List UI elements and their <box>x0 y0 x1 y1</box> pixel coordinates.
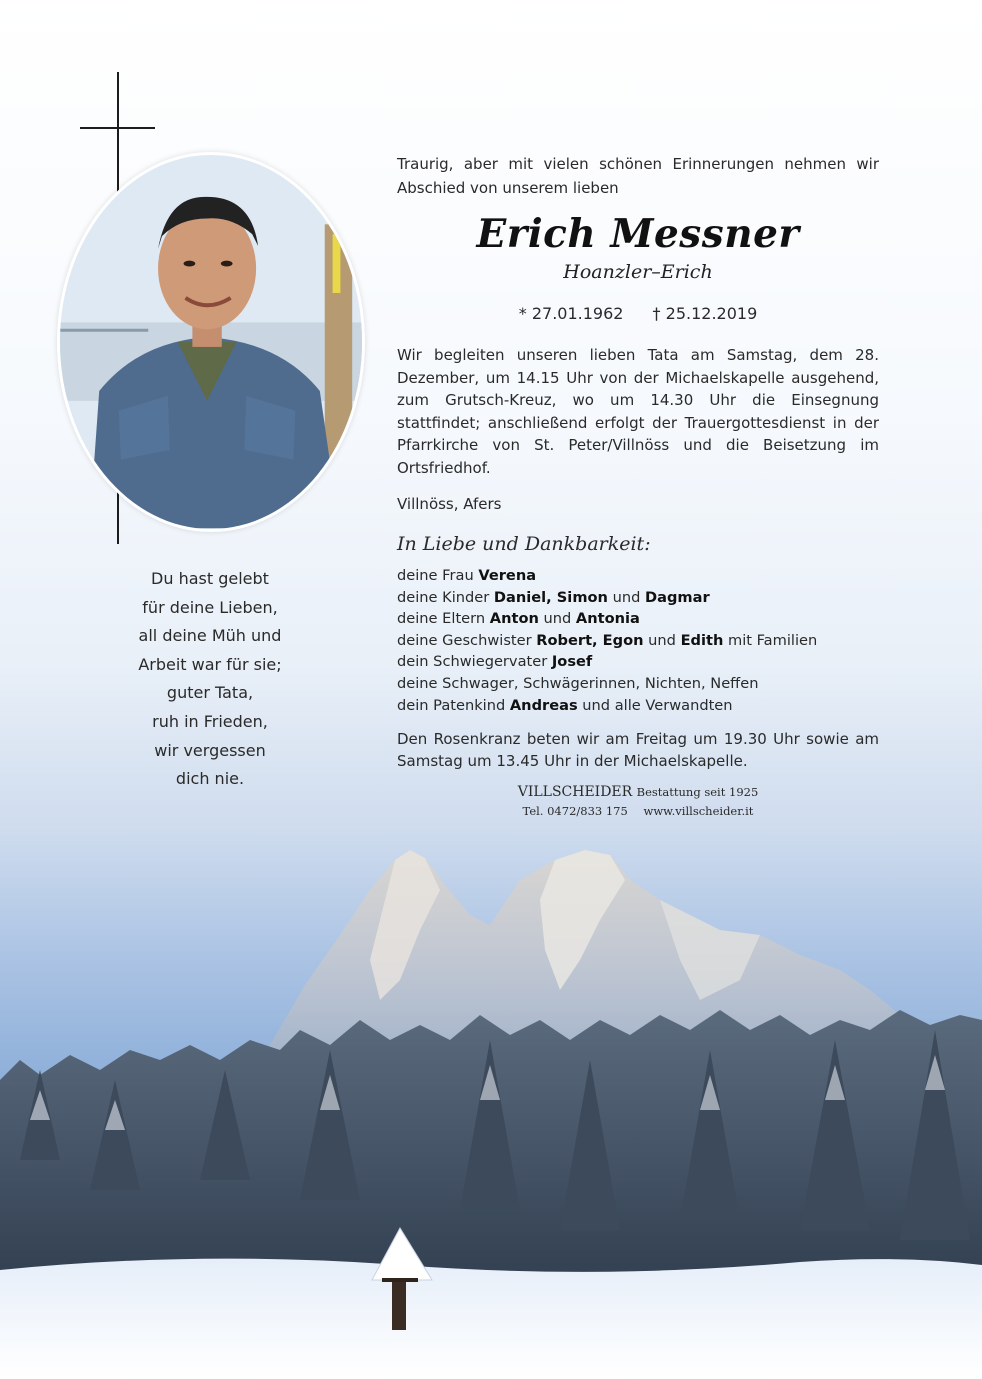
portrait-illustration <box>60 155 362 529</box>
poem-line: Du hast gelebt <box>151 569 269 588</box>
poem-line: dich nie. <box>175 769 245 789</box>
funeral-details: Wir begleiten unseren lieben Tata am Samstag, dem 28. Dezember, um 14.15 Uhr von der Michaelskapelle ausgehend, zum Grutsch-Kreuz, wo um 14.30 Uhr die Einsegnung stattfindet; anschließend erfolgt der Trauergottesdienst in der Pfarrkirche von St. Peter/Villnöss und die Beisetzung im Ortsfriedhof. <box>397 346 879 477</box>
place-names: Villnöss, Afers <box>397 495 502 513</box>
poem-line: all deine Müh und <box>138 626 282 646</box>
deceased-portrait-photo <box>57 152 365 532</box>
undertaker-tagline: Bestattung seit 1925 <box>636 785 759 800</box>
mourner-line: deine Schwager, Schwägerinnen, Nichten, Neffen <box>397 674 759 692</box>
obituary-text-column <box>397 152 879 820</box>
mourner-line: deine Geschwister Robert, Egon und Edith mit Familien <box>397 631 818 649</box>
poem-line: guter Tata, <box>166 683 254 703</box>
death-date: † 25.12.2019 <box>652 304 758 323</box>
deceased-name: Erich Messner <box>476 211 800 257</box>
mourner-line: deine Kinder Daniel, Simon und Dagmar <box>397 588 710 606</box>
undertaker-company: VILLSCHEIDER <box>517 784 633 801</box>
mourners-list <box>397 565 879 716</box>
life-dates <box>397 302 879 326</box>
poem-line: für deine Lieben, <box>142 597 278 617</box>
birth-date: * 27.01.1962 <box>518 304 624 323</box>
cross-horizontal-line <box>80 127 155 129</box>
poem-line: ruh in Frieden, <box>152 711 268 731</box>
deceased-nickname: Hoanzler–Erich <box>563 261 713 283</box>
undertaker-contact <box>397 802 879 820</box>
intro-text: Traurig, aber mit vielen schönen Erinnerungen nehmen wir Abschied von unserem lieben <box>397 155 879 197</box>
mourner-line: dein Schwiegervater Josef <box>397 653 593 671</box>
undertaker-website[interactable]: www.villscheider.it <box>643 804 754 819</box>
mourner-line: dein Patenkind Andreas und alle Verwandten <box>397 696 733 714</box>
undertaker-phone: Tel. 0472/833 175 <box>522 804 628 819</box>
thanks-heading: In Liebe und Dankbarkeit: <box>397 533 651 555</box>
memorial-poem <box>100 565 320 794</box>
mourner-line: deine Eltern Anton und Antonia <box>397 610 640 628</box>
undertaker-name <box>397 782 879 802</box>
poem-line: wir vergessen <box>154 740 266 760</box>
poem-line: Arbeit war für sie; <box>138 654 282 674</box>
rosary-notice: Den Rosenkranz beten wir am Freitag um 19.30 Uhr sowie am Samstag um 13.45 Uhr in der Michaelskapelle. <box>397 730 879 771</box>
mourner-line: deine Frau Verena <box>397 567 537 584</box>
